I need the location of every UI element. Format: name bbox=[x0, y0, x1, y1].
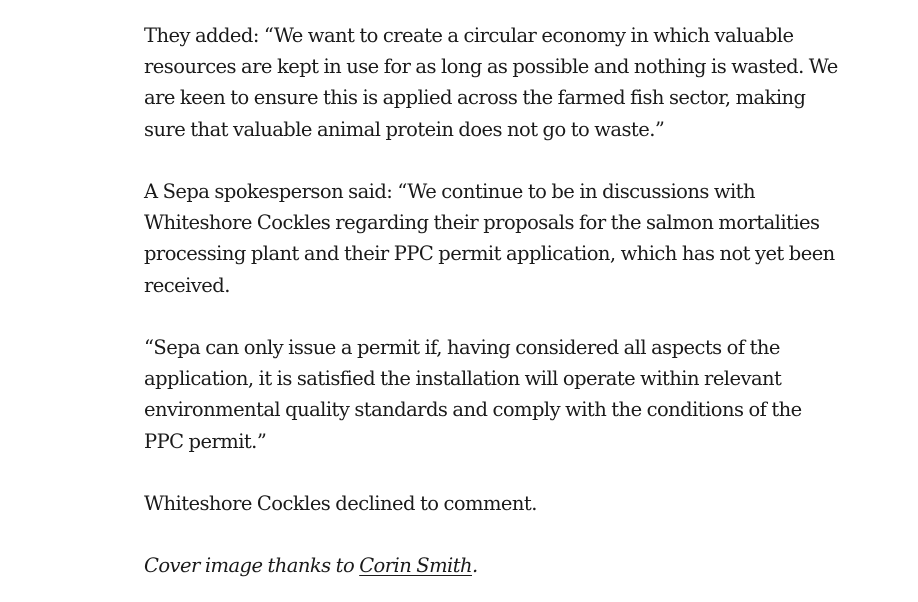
paragraph-sepa-permit-quote: “Sepa can only issue a permit if, having considered all aspects of the application, it is satisfied the installation will operate within relevant environmental quality standards and comply with the conditions of the PPC permit.” bbox=[144, 336, 802, 453]
article-body bbox=[144, 20, 844, 582]
paragraph-they-added: They added: “We want to create a circular economy in which valuable resources are kept in use for as long as possible and nothing is wasted. We are keen to ensure this is applied across the farmed fish sector, making sure that valuable animal protein does not go to waste.” bbox=[144, 24, 838, 141]
photographer-link[interactable]: Corin Smith bbox=[359, 554, 472, 578]
paragraph-sepa-spokesperson: A Sepa spokesperson said: “We continue to be in discussions with Whiteshore Cockles regarding their proposals for the salmon mortalities processing plant and their PPC permit application, which has not yet been received. bbox=[144, 180, 835, 297]
paragraph-declined-comment: Whiteshore Cockles declined to comment. bbox=[144, 492, 537, 515]
caption-prefix: Cover image thanks to bbox=[144, 554, 360, 578]
cover-image-caption bbox=[144, 550, 844, 581]
caption-suffix: . bbox=[472, 554, 478, 578]
